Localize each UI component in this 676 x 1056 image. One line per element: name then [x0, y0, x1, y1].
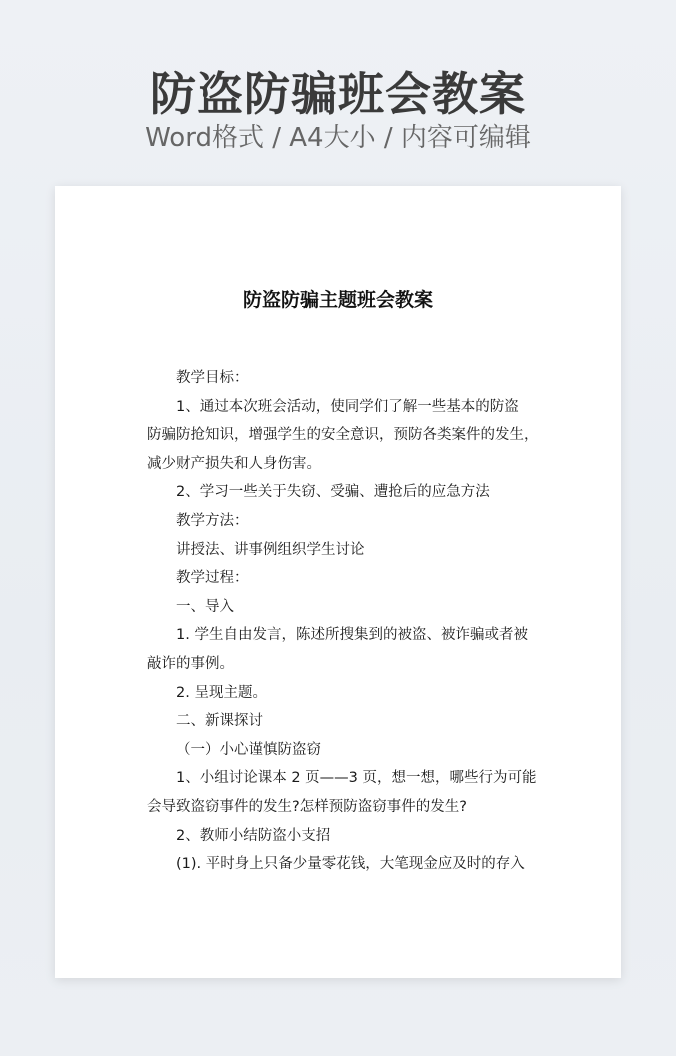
document-page: [55, 186, 621, 978]
document-paragraph: 1、小组讨论课本 2 页——3 页，想一想，哪些行为可能: [176, 770, 537, 787]
document-paragraph: 会导致盗窃事件的发生?怎样预防盗窃事件的发生?: [147, 798, 467, 815]
document-paragraph: 教学方法：: [176, 512, 249, 529]
document-paragraph: 2、学习一些关于失窃、受骗、遭抢后的应急方法: [176, 484, 490, 501]
document-paragraph: (1). 平时身上只备少量零花钱，大笔现金应及时的存入: [176, 856, 525, 873]
banner-title: 防盗防骗班会教案: [150, 67, 526, 121]
document-paragraph: 讲授法、讲事例组织学生讨论: [176, 541, 365, 558]
document-body: [147, 364, 539, 879]
document-paragraph: 防骗防抢知识，增强学生的安全意识，预防各类案件的发生，: [147, 427, 539, 444]
document-paragraph: 教学过程：: [176, 570, 249, 587]
document-paragraph: 1. 学生自由发言，陈述所搜集到的被盗、被诈骗或者被: [176, 627, 528, 644]
document-paragraph: 教学目标：: [176, 370, 249, 386]
document-paragraph: 减少财产损失和人身伤害。: [147, 455, 321, 472]
document-paragraph: （一）小心谨慎防盗窃: [176, 741, 321, 758]
document-paragraph: 2、教师小结防盗小支招: [176, 827, 331, 844]
document-paragraph: 1、通过本次班会活动，使同学们了解一些基本的防盗: [176, 398, 519, 415]
document-title: 防盗防骗主题班会教案: [242, 289, 433, 311]
document-paragraph: 敲诈的事例。: [147, 655, 234, 672]
banner-subtitle: Word格式 / A4大小 / 内容可编辑: [145, 123, 531, 153]
document-paragraph: 一、导入: [176, 598, 234, 615]
document-paragraph: 2. 呈现主题。: [176, 684, 267, 701]
document-paragraph: 二、新课探讨: [176, 713, 263, 730]
